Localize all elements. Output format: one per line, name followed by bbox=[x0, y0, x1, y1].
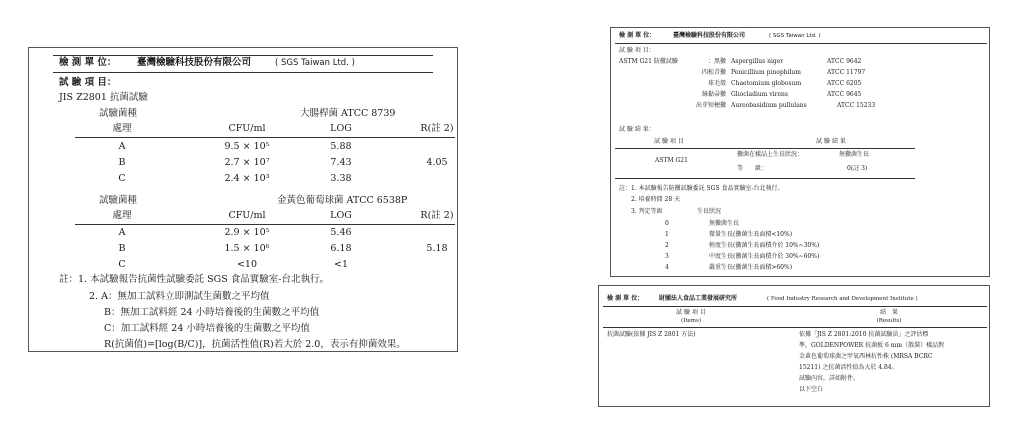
grade-number: 2 bbox=[665, 242, 669, 249]
header-org: 財團法人食品工業發展研究所 bbox=[659, 295, 738, 302]
header-rule bbox=[53, 72, 433, 73]
result-row-label: 等 級： bbox=[737, 165, 768, 172]
table-cell: A bbox=[118, 141, 126, 152]
table-cell: 2.4 × 10³ bbox=[224, 173, 270, 184]
col-item-en: (Items) bbox=[681, 318, 701, 324]
col-item: 試 驗 項 目 bbox=[676, 309, 706, 316]
fungus-zh: 球毛殼 bbox=[707, 80, 726, 87]
col-header: R(註 2) bbox=[420, 123, 454, 134]
strain-name: 大腸桿菌 ATCC 8739 bbox=[300, 108, 396, 119]
strain-name: 金黃色葡萄球菌 ATCC 6538P bbox=[277, 195, 408, 206]
grade-number: 0 bbox=[665, 220, 669, 227]
header-rule bbox=[603, 306, 987, 307]
header-org: 臺灣檢驗科技股份有限公司 bbox=[137, 57, 252, 68]
col-header: LOG bbox=[330, 210, 352, 221]
antibacterial-report bbox=[28, 47, 458, 352]
grade-desc: 輕度生長(黴菌生長面積介於 10%~30%) bbox=[709, 242, 820, 249]
fungus-atcc: ATCC 15233 bbox=[837, 102, 876, 109]
fungus-atcc: ATCC 9645 bbox=[827, 91, 862, 98]
result-row-label: 黴菌在樣品上生長狀況： bbox=[737, 151, 804, 158]
test-item: 抗菌試驗(依據 JIS Z 2801 方法) bbox=[607, 331, 696, 338]
table-cell: 6.18 bbox=[330, 243, 352, 254]
grade-desc: 中度生長(黴菌生長面積介於 30%~60%) bbox=[709, 253, 820, 260]
table-rule bbox=[603, 327, 987, 328]
note-line: 註：1. 本試驗報告防黴試驗委託 SGS 食品實驗室-台北執行。 bbox=[619, 185, 784, 192]
note-line: 3. 判定等級 bbox=[631, 208, 663, 215]
col-header: CFU/ml bbox=[228, 123, 266, 134]
table-cell: <1 bbox=[333, 259, 349, 270]
table-cell: 5.18 bbox=[426, 243, 448, 254]
fungus-sci: Aureobasidium pullulans bbox=[731, 102, 807, 109]
item-label: 試 驗 項 目： bbox=[59, 77, 117, 88]
table-cell: A bbox=[118, 227, 126, 238]
header-org-en: ( Food Industry Research and Development Institute ) bbox=[767, 296, 918, 302]
test-item: ASTM G21 bbox=[655, 157, 688, 164]
result-label: 試 驗 結 果： bbox=[619, 126, 655, 133]
note-line: 2. A：無加工試料立即測試生菌數之平均值 bbox=[89, 291, 270, 302]
table-rule bbox=[615, 148, 915, 149]
result-line: 以下空白 bbox=[799, 386, 824, 393]
table-cell: B bbox=[118, 243, 126, 254]
result-line: 金黃色葡萄球菌之甲氧西林抗性株 (MRSA BCRC bbox=[799, 353, 933, 360]
table-cell: 3.38 bbox=[330, 173, 352, 184]
note-line: B：無加工試料經 24 小時培養後的生菌數之平均值 bbox=[104, 307, 320, 318]
col-result-en: (Results) bbox=[876, 318, 902, 324]
note-line: 2. 培養時間 28 天 bbox=[631, 196, 681, 203]
fungus-sci: Chaetomium globosum bbox=[731, 80, 802, 87]
table-rule bbox=[75, 137, 455, 138]
grade-number: 4 bbox=[665, 264, 669, 271]
table-cell: C bbox=[118, 173, 126, 184]
header-label: 檢 測 單 位： bbox=[59, 57, 117, 68]
result-row-value: 無黴菌生長 bbox=[839, 151, 870, 158]
grade-desc: 無黴菌生長 bbox=[709, 220, 740, 227]
fungus-zh: 出芽短梗黴 bbox=[695, 102, 726, 109]
strain-label: 試驗菌種 bbox=[99, 195, 138, 206]
col-header: 處理 bbox=[112, 210, 132, 221]
col-result: 結 果 bbox=[879, 309, 899, 316]
grade-desc: 微量生長(黴菌生長面積<10%) bbox=[709, 231, 793, 238]
test-name: ASTM G21 防黴試驗 bbox=[619, 58, 678, 65]
header-org-en: ( SGS Taiwan Ltd. ) bbox=[769, 33, 821, 39]
col-result: 試 驗 結 果 bbox=[816, 138, 846, 145]
table-rule bbox=[615, 178, 915, 179]
table-cell: <10 bbox=[236, 259, 258, 270]
header-label: 檢 測 單 位： bbox=[607, 295, 644, 302]
top-rule bbox=[53, 55, 433, 56]
note-line: 註：1. 本試驗報告抗菌性試驗委託 SGS 食品實驗室-台北執行。 bbox=[59, 274, 329, 285]
table-cell: 2.7 × 10⁷ bbox=[224, 157, 270, 168]
grade-desc: 嚴重生長(黴菌生長面積>60%) bbox=[709, 264, 793, 271]
table-cell: 9.5 × 10⁵ bbox=[224, 141, 270, 152]
header-label: 檢 測 單 位： bbox=[619, 32, 656, 39]
col-header: CFU/ml bbox=[228, 210, 266, 221]
fungus-zh: 綠黏帚黴 bbox=[701, 91, 726, 98]
result-line: 15211) 之抗菌活性值為大於 4.84。 bbox=[799, 364, 898, 371]
table-cell: 7.43 bbox=[330, 157, 352, 168]
col-item: 試 驗 項 目 bbox=[654, 138, 684, 145]
table-cell: 5.88 bbox=[330, 141, 352, 152]
table-rule bbox=[75, 224, 455, 225]
table-cell: 1.5 × 10⁶ bbox=[224, 243, 270, 254]
result-line: 試驗內容，詳如附件。 bbox=[799, 375, 860, 382]
food-institute-report bbox=[598, 285, 990, 407]
col-header: LOG bbox=[330, 123, 352, 134]
table-cell: 4.05 bbox=[426, 157, 448, 168]
item-label: 試 驗 項 目： bbox=[619, 47, 655, 54]
fungus-sci: Gliocladium virens bbox=[731, 91, 788, 98]
note-line: C：加工試料經 24 小時培養後的生菌數之平均值 bbox=[104, 323, 310, 334]
test-name: JIS Z2801 抗菌試驗 bbox=[59, 92, 148, 103]
fungus-atcc: ATCC 6205 bbox=[827, 80, 862, 87]
fungus-zh: ：黑黴 bbox=[707, 58, 726, 65]
fungus-sci: Penicillium pinophilum bbox=[731, 69, 801, 76]
strain-label: 試驗菌種 bbox=[99, 108, 138, 119]
col-header: 處理 bbox=[112, 123, 132, 134]
header-rule bbox=[615, 43, 987, 44]
fungus-zh: 四松青黴 bbox=[701, 69, 726, 76]
fungus-atcc: ATCC 9642 bbox=[827, 58, 862, 65]
table-cell: 2.9 × 10⁵ bbox=[224, 227, 270, 238]
header-org: 臺灣檢驗科技股份有限公司 bbox=[673, 32, 746, 39]
fungus-sci: Aspergillus niger bbox=[731, 58, 784, 65]
header-org-en: ( SGS Taiwan Ltd. ) bbox=[275, 58, 355, 68]
antifungal-report bbox=[610, 27, 990, 277]
result-line: 依據「JIS Z 2801:2010 抗菌試驗法」之評估標 bbox=[799, 331, 929, 338]
result-line: 準，GOLDENPOWER 抗菌板 6 mm（散裝）樣品對 bbox=[799, 342, 945, 349]
col-header: R(註 2) bbox=[420, 210, 454, 221]
table-cell: 5.46 bbox=[330, 227, 352, 238]
table-cell: B bbox=[118, 157, 126, 168]
fungus-atcc: ATCC 11797 bbox=[827, 69, 866, 76]
table-cell: C bbox=[118, 259, 126, 270]
result-row-value: 0(註 3) bbox=[847, 165, 868, 172]
grade-number: 3 bbox=[665, 253, 669, 260]
grade-number: 1 bbox=[665, 231, 669, 238]
note-line: 生長狀況 bbox=[697, 208, 722, 215]
note-line: R(抗菌值)=[log(B/C)]，抗菌活性值(R)若大於 2.0，表示有抑菌效果。 bbox=[104, 339, 406, 350]
